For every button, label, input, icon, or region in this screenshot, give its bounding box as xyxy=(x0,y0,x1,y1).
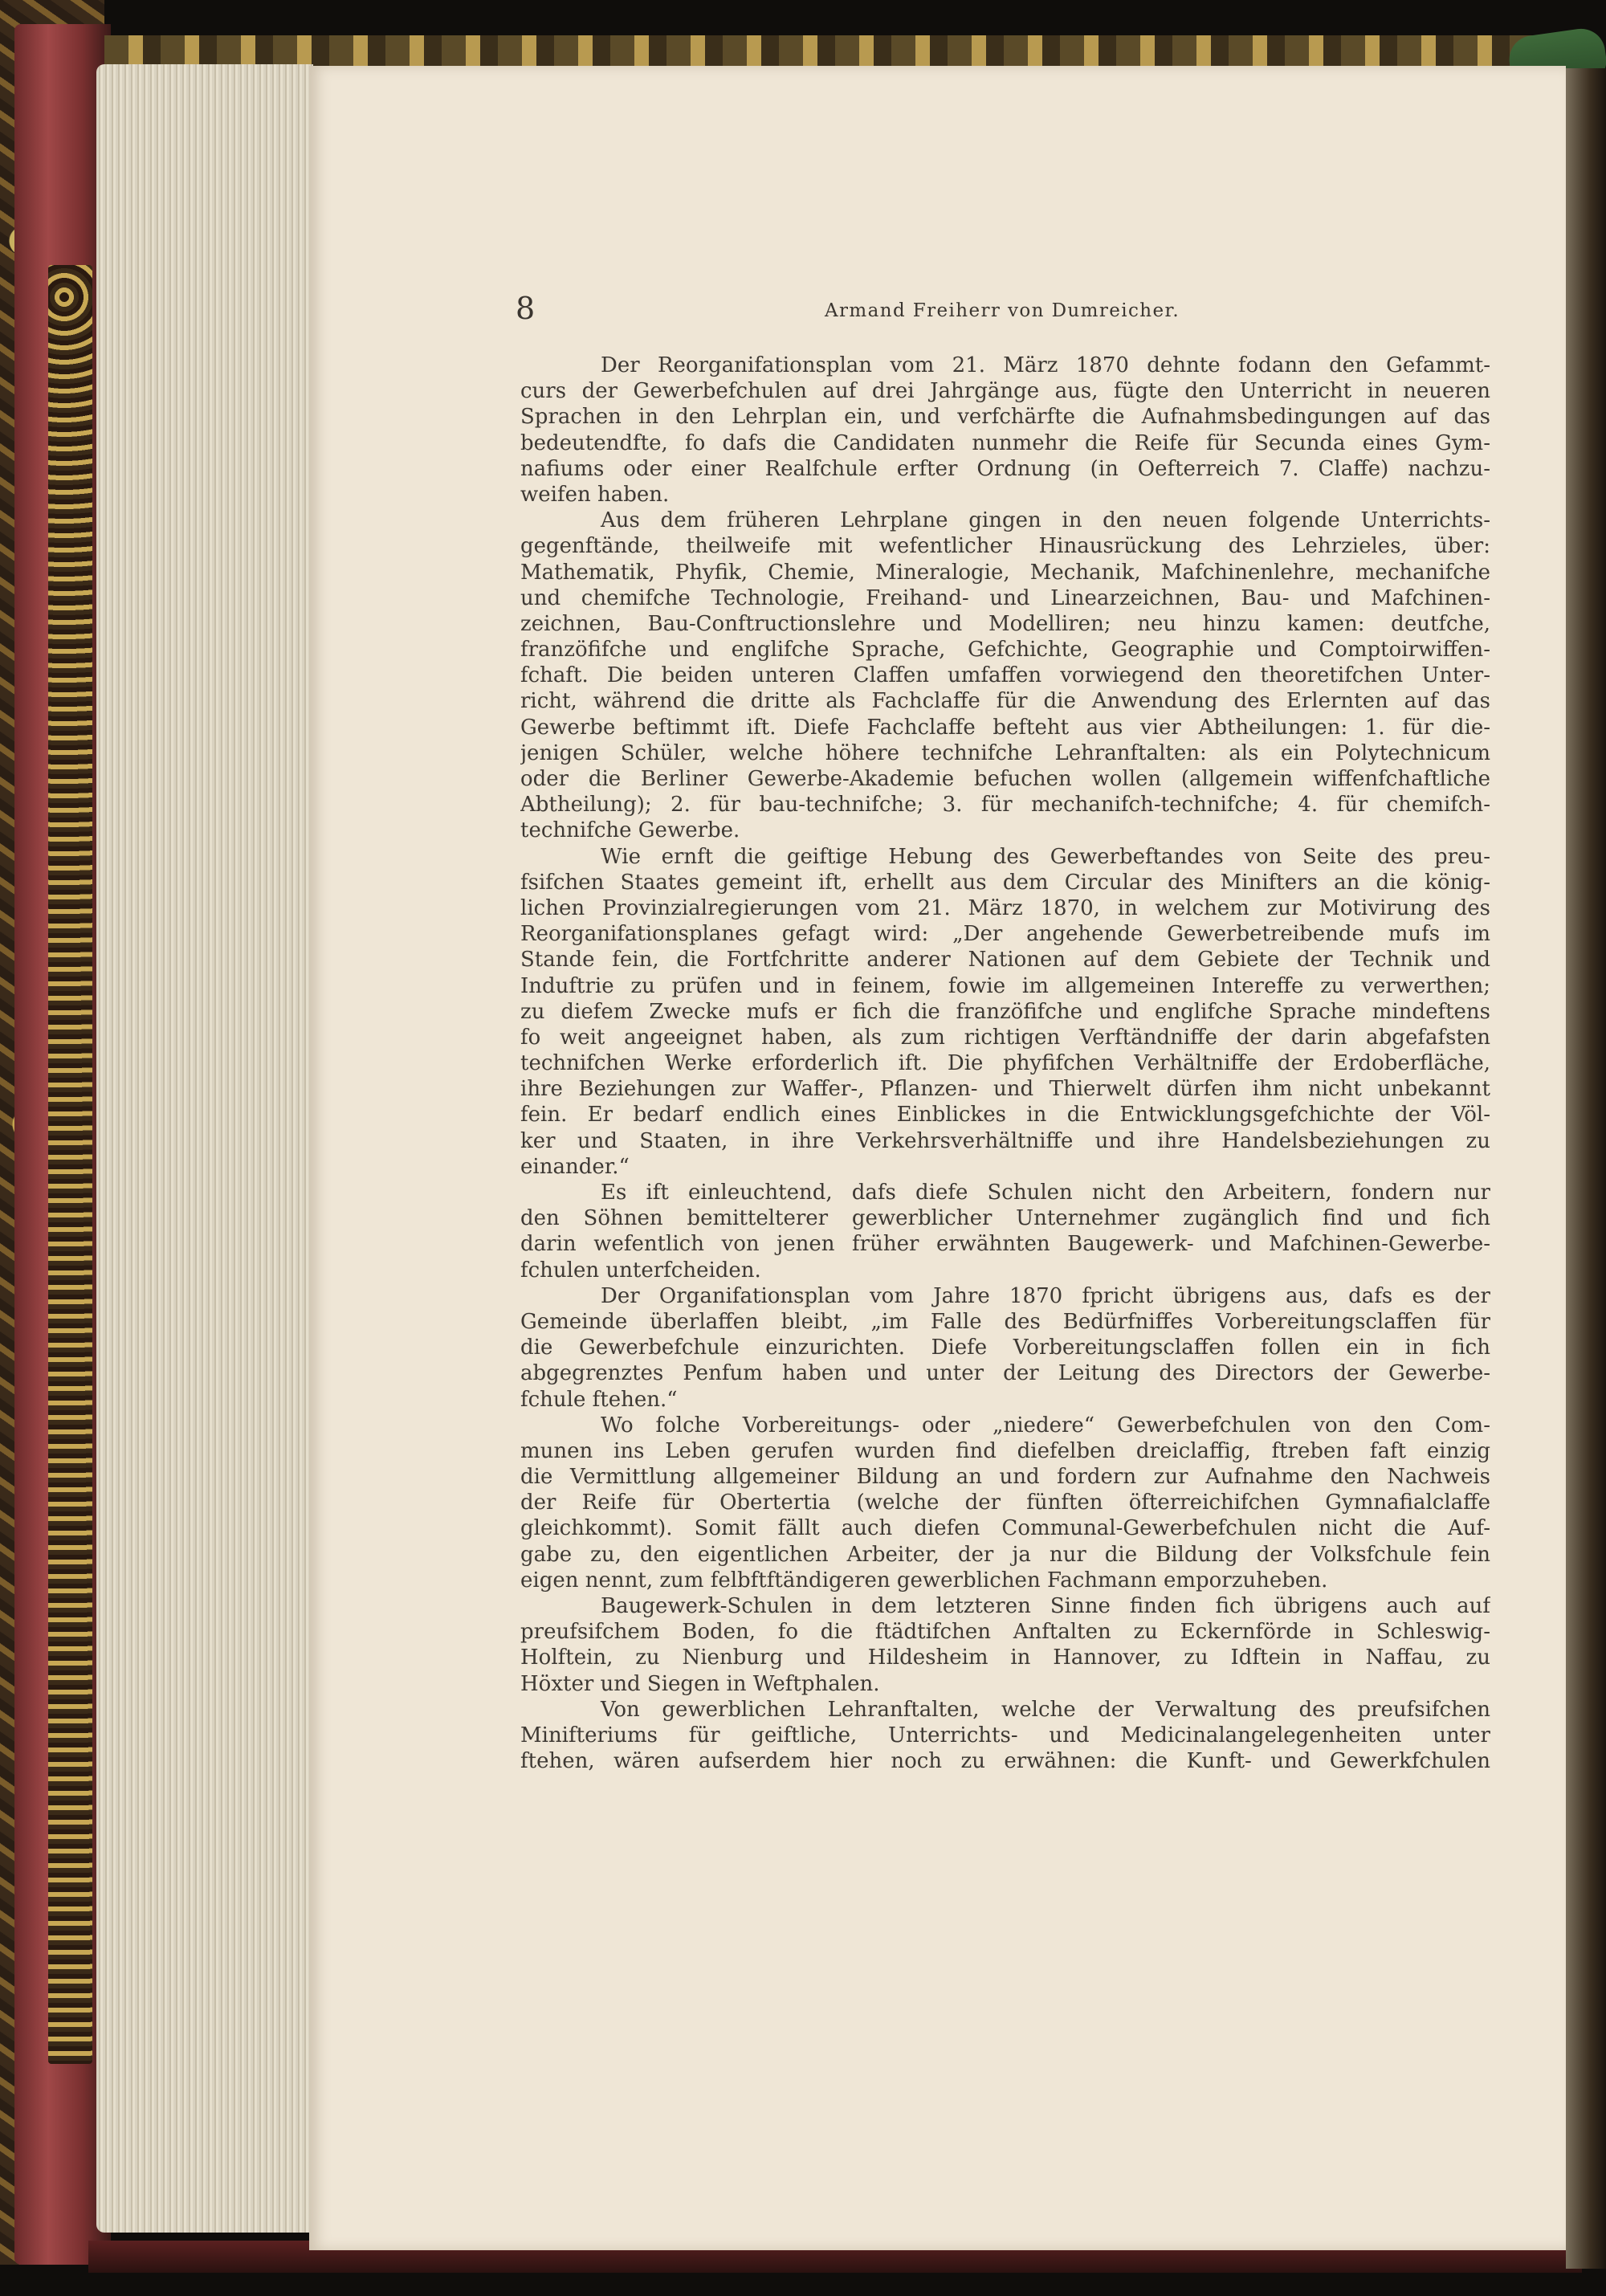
text-line: franzöfifche und englifche Sprache, Gefchichte, Geographie und Comptoirwiffen- xyxy=(520,638,1490,663)
text-line: lichen Provinzialregierungen vom 21. März 1870, in welchem zur Motivirung des xyxy=(520,895,1490,920)
text-line: fchule ftehen.“ xyxy=(520,1387,678,1412)
facing-page-edge xyxy=(1566,68,1606,2269)
text-line: Induftrie zu prüfen und in feinem, fowie im allgemeinen Intereffe zu verwerthen; xyxy=(520,973,1490,998)
text-line: der Reife für Obertertia (welche der fünften öfterreichifchen Gymnafialclaffe xyxy=(520,1491,1490,1515)
text-line: Reorganifationsplanes gefagt wird: „Der angehende Gewerbetreibende mufs im xyxy=(520,922,1490,947)
text-line: Gewerbe beftimmt ift. Diefe Fachclaffe befteht aus vier Abtheilungen: 1. für die- xyxy=(520,715,1490,740)
text-line: fein. Er bedarf endlich eines Einblickes in die Entwicklungsgefchichte der Völ- xyxy=(520,1103,1490,1128)
text-line: Sprachen in den Lehrplan ein, und verfchärfte die Aufnahmsbedingungen auf das xyxy=(520,405,1490,430)
text-line: abgegrenztes Penfum haben und unter der Leitung des Directors der Gewerbe- xyxy=(520,1361,1490,1386)
text-line: die Vermittlung allgemeiner Bildung an und fordern zur Aufnahme den Nachweis xyxy=(520,1465,1490,1490)
text-line: fsifchen Staates gemeint ift, erhellt aus dem Circular des Minifters an die könig- xyxy=(520,870,1490,895)
text-line: curs der Gewerbefchulen auf drei Jahrgänge aus, fügte den Unterricht in neueren xyxy=(520,379,1490,404)
text-line: ker und Staaten, in ihre Verkehrsverhältniffe und ihre Handelsbeziehungen zu xyxy=(520,1128,1490,1153)
text-line: einander.“ xyxy=(520,1154,630,1179)
text-line: gleichkommt). Somit fällt auch diefen Communal-Gewerbefchulen nicht die Auf- xyxy=(520,1516,1490,1541)
running-title: Armand Freiherr von Dumreicher. xyxy=(825,300,1180,321)
text-line: Der Organifationsplan vom Jahre 1870 fpricht übrigens aus, dafs es der xyxy=(601,1283,1490,1308)
text-line: fchaft. Die beiden unteren Claffen umfaffen vorwiegend den theoretifchen Unter- xyxy=(520,663,1490,688)
text-line: Abtheilung); 2. für bau-technifche; 3. für mechanifch-technifche; 4. für chemifch- xyxy=(520,793,1490,818)
text-line: Es ift einleuchtend, dafs diefe Schulen nicht den Arbeitern, fondern nur xyxy=(601,1181,1490,1205)
text-line: Wie ernft die geiftige Hebung des Gewerbeftandes von Seite des preu- xyxy=(601,844,1490,869)
text-line: Von gewerblichen Lehranftalten, welche der Verwaltung des preufsifchen xyxy=(601,1697,1490,1722)
page-number: 8 xyxy=(516,291,536,326)
text-line: Wo folche Vorbereitungs- oder „niedere“ Gewerbefchulen von den Com- xyxy=(601,1413,1490,1438)
marbled-endpaper xyxy=(48,265,92,2064)
text-line: Höxter und Siegen in Weftphalen. xyxy=(520,1671,880,1696)
text-line: darin wefentlich von jenen früher erwähnten Baugewerk- und Mafchinen-Gewerbe- xyxy=(520,1232,1490,1257)
text-line: jenigen Schüler, welche höhere technifche Lehranftalten: als ein Polytechnicum xyxy=(520,740,1490,765)
text-line: richt, während die dritte als Fachclaffe für die Anwendung des Erlernten auf das xyxy=(520,689,1490,714)
text-line: Der Reorganifationsplan vom 21. März 1870 dehnte fodann den Gefammt- xyxy=(601,353,1490,377)
text-line: Aus dem früheren Lehrplane gingen in den neuen folgende Unterrichts- xyxy=(601,508,1490,533)
text-line: nafiums oder einer Realfchule erfter Ordnung (in Oefterreich 7. Claffe) nachzu- xyxy=(520,456,1490,481)
text-line: zu diefem Zwecke mufs er fich die franzöfifche und englifche Sprache mindeftens xyxy=(520,999,1490,1024)
text-line: gegenftände, theilweife mit wefentlicher Hinausrückung des Lehrzieles, über: xyxy=(520,534,1490,559)
text-line: technifchen Werke erforderlich ift. Die phyfifchen Verhältniffe der Erdoberfläche, xyxy=(520,1051,1490,1076)
text-line: preufsifchem Boden, fo die ftädtifchen Anftalten zu Eckernförde in Schleswig- xyxy=(520,1620,1490,1645)
text-line: ftehen, wären aufserdem hier noch zu erwähnen: die Kunft- und Gewerkfchulen xyxy=(520,1749,1490,1774)
text-line: munen ins Leben gerufen wurden find diefelben dreiclaffig, ftreben faft einzig xyxy=(520,1438,1490,1463)
text-line: Stande fein, die Fortfchritte anderer Nationen auf dem Gebiete der Technik und xyxy=(520,948,1490,973)
text-line: gabe zu, den eigentlichen Arbeiter, der ja nur die Bildung der Volksfchule fein xyxy=(520,1542,1490,1567)
text-line: den Söhnen bemittelterer gewerblicher Unternehmer zugänglich find und fich xyxy=(520,1206,1490,1231)
text-line: oder die Berliner Gewerbe-Akademie befuchen wollen (allgemein wiffenfchaftliche xyxy=(520,767,1490,791)
text-line: bedeutendfte, fo dafs die Candidaten nunmehr die Reife für Secunda eines Gym- xyxy=(520,430,1490,455)
text-line: die Gewerbefchule einzurichten. Diefe Vorbereitungsclaffen follen ein in fich xyxy=(520,1336,1490,1360)
text-line: fchulen unterfcheiden. xyxy=(520,1258,761,1283)
text-line: Holftein, zu Nienburg und Hildesheim in Hannover, zu Idftein in Naffau, zu xyxy=(520,1646,1490,1670)
body-text xyxy=(520,353,1490,1774)
text-line: technifche Gewerbe. xyxy=(520,818,740,843)
text-line: Gemeinde überlaffen bleibt, „im Falle des Bedürfniffes Vorbereitungsclaffen für xyxy=(520,1309,1490,1334)
text-line: eigen nennt, zum felbftftändigeren gewerblichen Fachmann emporzuheben. xyxy=(520,1568,1328,1593)
text-line: Mathematik, Phyfik, Chemie, Mineralogie, Mechanik, Mafchinenlehre, mechanifche xyxy=(520,560,1490,585)
page-stack-edges xyxy=(96,64,313,2233)
text-line: Baugewerk-Schulen in dem letzteren Sinne finden fich übrigens auch auf xyxy=(601,1594,1490,1618)
text-line: weifen haben. xyxy=(520,482,670,507)
text-line: fo weit angeeignet haben, als zum richtigen Verftändniffe der darin abgefafsten xyxy=(520,1025,1490,1050)
text-line: ihre Beziehungen zur Waffer-, Pflanzen- und Thierwelt dürfen ihm nicht unbekannt xyxy=(520,1077,1490,1102)
text-line: zeichnen, Bau-Conftructionslehre und Modelliren; neu hinzu kamen: deutfche, xyxy=(520,611,1490,636)
text-line: Minifteriums für geiftliche, Unterrichts- und Medicinalangelegenheiten unter xyxy=(520,1723,1490,1747)
text-line: und chemifche Technologie, Freihand- und Linearzeichnen, Bau- und Mafchinen- xyxy=(520,585,1490,610)
page-header xyxy=(516,291,1184,331)
